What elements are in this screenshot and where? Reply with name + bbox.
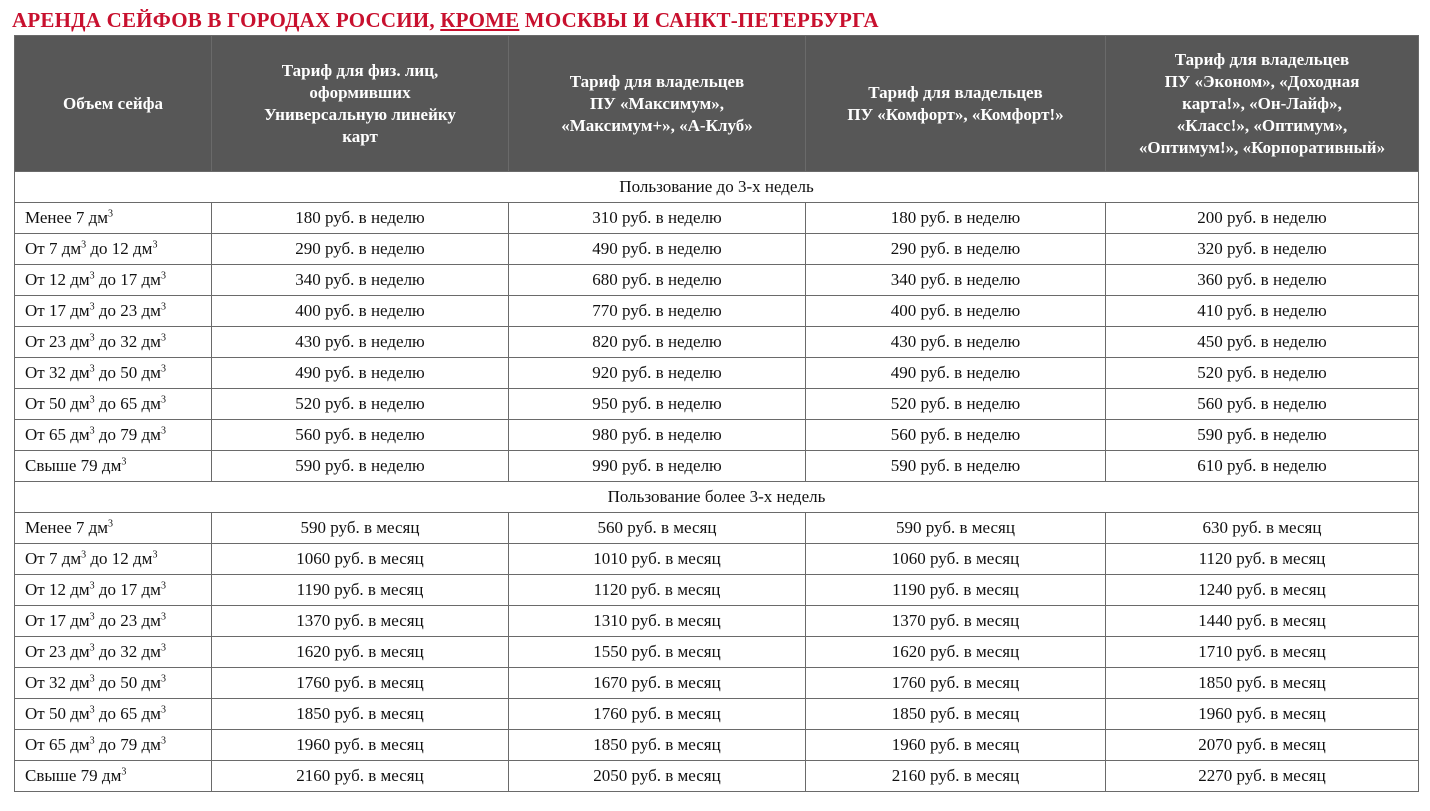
volume-cell (15, 637, 212, 668)
price-cell: 340 руб. в неделю (806, 265, 1106, 296)
price-cell: 1850 руб. в месяц (509, 730, 806, 761)
column-header-line: Тариф для физ. лиц, (281, 60, 439, 80)
volume-exponent: 3 (160, 642, 166, 654)
volume-text: От 23 дм (25, 332, 90, 351)
volume-cell (15, 234, 212, 265)
volume-exponent: 3 (89, 735, 95, 747)
table-row (15, 575, 1419, 606)
price-cell: 590 руб. в месяц (806, 513, 1106, 544)
price-cell: 200 руб. в неделю (1106, 203, 1419, 234)
volume-text: до 65 дм (94, 394, 161, 413)
title-text-2: МОСКВЫ И САНКТ-ПЕТЕРБУРГА (519, 8, 879, 32)
column-header-line: Универсальную линейку (264, 104, 456, 124)
column-header-line: Тариф для владельцев (569, 71, 745, 91)
price-cell: 1550 руб. в месяц (509, 637, 806, 668)
section-title: Пользование до 3-х недель (15, 172, 1419, 203)
volume-exponent: 3 (160, 270, 166, 282)
column-header-3 (806, 36, 1106, 172)
volume-exponent: 3 (121, 766, 127, 778)
column-header-line: карта!», «Он-Лайф», (1182, 93, 1342, 113)
price-cell: 770 руб. в неделю (509, 296, 806, 327)
volume-text: до 17 дм (94, 580, 161, 599)
volume-exponent: 3 (89, 611, 95, 623)
volume-exponent: 3 (160, 580, 166, 592)
volume-exponent: 3 (160, 301, 166, 313)
column-header-line: Тариф для владельцев (1174, 49, 1350, 69)
volume-text: до 32 дм (94, 642, 161, 661)
table-row (15, 296, 1419, 327)
volume-cell (15, 358, 212, 389)
volume-exponent: 3 (121, 456, 127, 468)
price-cell: 2050 руб. в месяц (509, 761, 806, 792)
volume-cell (15, 420, 212, 451)
price-cell: 1060 руб. в месяц (212, 544, 509, 575)
price-cell: 920 руб. в неделю (509, 358, 806, 389)
price-cell: 560 руб. в месяц (509, 513, 806, 544)
price-cell: 360 руб. в неделю (1106, 265, 1419, 296)
price-cell: 520 руб. в неделю (1106, 358, 1419, 389)
price-cell: 1370 руб. в месяц (806, 606, 1106, 637)
volume-text: Менее 7 дм (25, 208, 109, 227)
volume-cell (15, 203, 212, 234)
volume-cell (15, 668, 212, 699)
header-row (15, 36, 1419, 172)
price-cell: 490 руб. в неделю (509, 234, 806, 265)
volume-text: до 12 дм (86, 549, 153, 568)
volume-cell (15, 265, 212, 296)
volume-text: до 12 дм (86, 239, 153, 258)
volume-exponent: 3 (108, 208, 114, 220)
volume-text: От 32 дм (25, 363, 90, 382)
table-row (15, 637, 1419, 668)
price-cell: 590 руб. в неделю (1106, 420, 1419, 451)
price-cell: 590 руб. в неделю (212, 451, 509, 482)
price-cell: 1310 руб. в месяц (509, 606, 806, 637)
price-cell: 180 руб. в неделю (806, 203, 1106, 234)
price-cell: 1240 руб. в месяц (1106, 575, 1419, 606)
column-header-line: ПУ «Эконом», «Доходная (1164, 71, 1360, 91)
price-cell: 400 руб. в неделю (806, 296, 1106, 327)
price-cell: 520 руб. в неделю (212, 389, 509, 420)
price-cell: 1760 руб. в месяц (509, 699, 806, 730)
table-row (15, 265, 1419, 296)
volume-exponent: 3 (81, 549, 87, 561)
price-cell: 560 руб. в неделю (212, 420, 509, 451)
volume-cell (15, 296, 212, 327)
table-row (15, 234, 1419, 265)
volume-exponent: 3 (160, 673, 166, 685)
volume-exponent: 3 (89, 301, 95, 313)
volume-exponent: 3 (89, 270, 95, 282)
table-row (15, 327, 1419, 358)
title-underlined-word: КРОМЕ (440, 8, 520, 32)
volume-cell (15, 513, 212, 544)
volume-exponent: 3 (160, 363, 166, 375)
price-cell: 310 руб. в неделю (509, 203, 806, 234)
column-header-1 (212, 36, 509, 172)
price-cell: 320 руб. в неделю (1106, 234, 1419, 265)
price-cell: 2270 руб. в месяц (1106, 761, 1419, 792)
price-cell: 680 руб. в неделю (509, 265, 806, 296)
price-cell: 1120 руб. в месяц (1106, 544, 1419, 575)
table-row (15, 203, 1419, 234)
price-cell: 1760 руб. в месяц (806, 668, 1106, 699)
volume-text: От 65 дм (25, 735, 90, 754)
price-cell: 630 руб. в месяц (1106, 513, 1419, 544)
price-cell: 590 руб. в неделю (806, 451, 1106, 482)
table-row (15, 513, 1419, 544)
column-header-0 (15, 36, 212, 172)
volume-text: От 50 дм (25, 704, 90, 723)
volume-exponent: 3 (89, 673, 95, 685)
volume-exponent: 3 (160, 332, 166, 344)
price-cell: 1190 руб. в месяц (212, 575, 509, 606)
price-cell: 1670 руб. в месяц (509, 668, 806, 699)
price-cell: 950 руб. в неделю (509, 389, 806, 420)
volume-text: От 65 дм (25, 425, 90, 444)
volume-text: От 17 дм (25, 301, 90, 320)
column-header-line: ПУ «Комфорт», «Комфорт!» (847, 104, 1064, 124)
column-header-line: «Класс!», «Оптимум», (1176, 115, 1348, 135)
rates-table (14, 35, 1419, 792)
price-cell: 520 руб. в неделю (806, 389, 1106, 420)
volume-cell (15, 544, 212, 575)
volume-cell (15, 761, 212, 792)
price-cell: 2160 руб. в месяц (806, 761, 1106, 792)
volume-text: до 79 дм (94, 735, 161, 754)
table-header (15, 36, 1419, 172)
column-header-line: Объем сейфа (63, 93, 163, 113)
table-row (15, 420, 1419, 451)
volume-text: до 17 дм (94, 270, 161, 289)
volume-exponent: 3 (160, 704, 166, 716)
section-title: Пользование более 3-х недель (15, 482, 1419, 513)
volume-exponent: 3 (152, 549, 158, 561)
table-row (15, 699, 1419, 730)
price-cell: 1760 руб. в месяц (212, 668, 509, 699)
price-cell: 430 руб. в неделю (806, 327, 1106, 358)
volume-exponent: 3 (160, 425, 166, 437)
table-row (15, 544, 1419, 575)
price-cell: 2070 руб. в месяц (1106, 730, 1419, 761)
price-cell: 1440 руб. в месяц (1106, 606, 1419, 637)
volume-text: до 32 дм (94, 332, 161, 351)
price-cell: 1960 руб. в месяц (1106, 699, 1419, 730)
column-header-line: карт (342, 126, 378, 146)
volume-exponent: 3 (108, 518, 114, 530)
section-row (15, 172, 1419, 203)
price-cell: 590 руб. в месяц (212, 513, 509, 544)
price-cell: 290 руб. в неделю (212, 234, 509, 265)
volume-cell (15, 451, 212, 482)
volume-cell (15, 606, 212, 637)
volume-text: до 23 дм (94, 611, 161, 630)
price-cell: 1850 руб. в месяц (212, 699, 509, 730)
price-cell: 180 руб. в неделю (212, 203, 509, 234)
volume-exponent: 3 (160, 394, 166, 406)
price-cell: 430 руб. в неделю (212, 327, 509, 358)
price-cell: 560 руб. в неделю (806, 420, 1106, 451)
column-header-4 (1106, 36, 1419, 172)
volume-text: до 79 дм (94, 425, 161, 444)
price-cell: 2160 руб. в месяц (212, 761, 509, 792)
volume-exponent: 3 (160, 735, 166, 747)
price-cell: 290 руб. в неделю (806, 234, 1106, 265)
price-cell: 1190 руб. в месяц (806, 575, 1106, 606)
volume-exponent: 3 (89, 580, 95, 592)
column-header-line: ПУ «Максимум», (590, 93, 724, 113)
volume-text: до 50 дм (94, 363, 161, 382)
price-cell: 1620 руб. в месяц (212, 637, 509, 668)
volume-text: до 50 дм (94, 673, 161, 692)
price-cell: 560 руб. в неделю (1106, 389, 1419, 420)
volume-text: От 23 дм (25, 642, 90, 661)
price-cell: 990 руб. в неделю (509, 451, 806, 482)
price-cell: 1060 руб. в месяц (806, 544, 1106, 575)
price-cell: 340 руб. в неделю (212, 265, 509, 296)
title-text-1: АРЕНДА СЕЙФОВ В ГОРОДАХ РОССИИ, (12, 8, 441, 32)
price-cell: 410 руб. в неделю (1106, 296, 1419, 327)
volume-text: до 65 дм (94, 704, 161, 723)
volume-text: От 17 дм (25, 611, 90, 630)
price-cell: 980 руб. в неделю (509, 420, 806, 451)
price-cell: 1960 руб. в месяц (212, 730, 509, 761)
table-row (15, 606, 1419, 637)
price-cell: 1010 руб. в месяц (509, 544, 806, 575)
price-cell: 1370 руб. в месяц (212, 606, 509, 637)
price-cell: 1120 руб. в месяц (509, 575, 806, 606)
price-cell: 490 руб. в неделю (806, 358, 1106, 389)
volume-exponent: 3 (89, 425, 95, 437)
volume-exponent: 3 (81, 239, 87, 251)
column-header-line: «Оптимум!», «Корпоративный» (1138, 137, 1386, 157)
volume-text: От 7 дм (25, 549, 82, 568)
volume-exponent: 3 (89, 642, 95, 654)
page-title (12, 8, 879, 33)
table-row (15, 730, 1419, 761)
price-cell: 820 руб. в неделю (509, 327, 806, 358)
table-row (15, 761, 1419, 792)
table-row (15, 451, 1419, 482)
table-row (15, 389, 1419, 420)
volume-text: Менее 7 дм (25, 518, 109, 537)
volume-cell (15, 389, 212, 420)
price-cell: 1620 руб. в месяц (806, 637, 1106, 668)
table-row (15, 668, 1419, 699)
volume-exponent: 3 (160, 611, 166, 623)
table-body (15, 172, 1419, 792)
price-cell: 450 руб. в неделю (1106, 327, 1419, 358)
volume-text: От 7 дм (25, 239, 82, 258)
volume-exponent: 3 (152, 239, 158, 251)
price-cell: 400 руб. в неделю (212, 296, 509, 327)
volume-exponent: 3 (89, 394, 95, 406)
column-header-line: «Максимум+», «А-Клуб» (561, 115, 753, 135)
volume-text: От 50 дм (25, 394, 90, 413)
volume-cell (15, 575, 212, 606)
volume-text: Свыше 79 дм (25, 456, 122, 475)
table-row (15, 358, 1419, 389)
volume-text: От 12 дм (25, 580, 90, 599)
price-cell: 1710 руб. в месяц (1106, 637, 1419, 668)
volume-cell (15, 327, 212, 358)
volume-cell (15, 699, 212, 730)
section-row (15, 482, 1419, 513)
volume-text: Свыше 79 дм (25, 766, 122, 785)
price-cell: 1960 руб. в месяц (806, 730, 1106, 761)
column-header-line: оформивших (309, 82, 411, 102)
price-cell: 490 руб. в неделю (212, 358, 509, 389)
price-cell: 610 руб. в неделю (1106, 451, 1419, 482)
volume-text: От 32 дм (25, 673, 90, 692)
volume-text: до 23 дм (94, 301, 161, 320)
volume-text: От 12 дм (25, 270, 90, 289)
volume-exponent: 3 (89, 704, 95, 716)
volume-cell (15, 730, 212, 761)
volume-exponent: 3 (89, 332, 95, 344)
column-header-line: Тариф для владельцев (868, 82, 1043, 102)
column-header-2 (509, 36, 806, 172)
volume-exponent: 3 (89, 363, 95, 375)
price-cell: 1850 руб. в месяц (1106, 668, 1419, 699)
price-cell: 1850 руб. в месяц (806, 699, 1106, 730)
